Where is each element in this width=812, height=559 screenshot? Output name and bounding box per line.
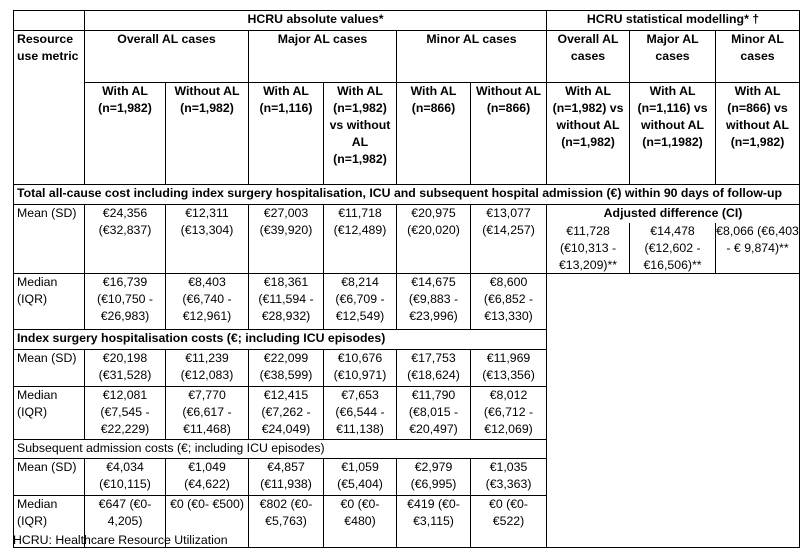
header-model-major: Major AL cases: [630, 31, 716, 83]
header-statistical-modelling: HCRU statistical modelling* †: [547, 11, 800, 31]
row-label-median: Median (IQR): [14, 387, 85, 440]
value-cell: €24,356 (€32,837): [85, 205, 166, 274]
header-absolute-values: HCRU absolute values*: [85, 11, 547, 31]
header-resource-metric: Resource use metric: [14, 31, 85, 185]
value-cell: €11,239 (€12,083): [166, 350, 249, 387]
subheader-cell: With AL (n=866) vs without AL (n=1,982): [716, 83, 800, 185]
value-cell: €11,969 (€13,356): [471, 350, 547, 387]
value-cell: €13,077 (€14,257): [471, 205, 547, 274]
value-cell: €8,403 (€6,740 - €12,961): [166, 274, 249, 330]
value-cell: €0 (€0- €500): [166, 496, 249, 548]
value-cell: €20,198 (€31,528): [85, 350, 166, 387]
value-cell: €14,675 (€9,883 - €23,996): [397, 274, 471, 330]
subheader-cell: Without AL (n=866): [471, 83, 547, 185]
value-cell: €2,979 (€6,995): [397, 459, 471, 496]
row-label-median: Median (IQR): [14, 274, 85, 330]
section-subsequent-admission: Subsequent admission costs (€; including ICU episodes): [14, 440, 547, 459]
subheader-cell: With AL (n=1,116): [249, 83, 324, 185]
value-cell: €12,081 (€7,545 - €22,229): [85, 387, 166, 440]
value-cell: €12,415 (€7,262 - €24,049): [249, 387, 324, 440]
row-label-median: Median (IQR): [14, 496, 85, 548]
value-cell: €22,099 (€38,599): [249, 350, 324, 387]
value-cell: €17,753 (€18,624): [397, 350, 471, 387]
value-cell: €11,718 (€12,489): [324, 205, 397, 274]
value-cell: €8,600 (€6,852 - €13,330): [471, 274, 547, 330]
subheader-cell: With AL (n=1,982): [85, 83, 166, 185]
row-label-mean: Mean (SD): [14, 350, 85, 387]
value-cell: €18,361 (€11,594 - €28,932): [249, 274, 324, 330]
value-cell: €4,857 (€11,938): [249, 459, 324, 496]
value-cell: €647 (€0- 4,205): [85, 496, 166, 548]
value-cell: €10,676 (€10,971): [324, 350, 397, 387]
row-label-mean: Mean (SD): [14, 459, 85, 496]
value-cell: €0 (€0- €522): [471, 496, 547, 548]
header-model-overall: Overall AL cases: [547, 31, 630, 83]
header-minor-al: Minor AL cases: [397, 31, 547, 83]
subheader-cell: With AL (n=1,982) vs without AL (n=1,982): [324, 83, 397, 185]
value-cell: €27,003 (€39,920): [249, 205, 324, 274]
adjusted-difference-label: Adjusted difference (CI): [603, 206, 743, 220]
adjusted-major: €14,478 (€12,602 - €16,506)**: [630, 223, 716, 273]
value-cell: €1,035 (€3,363): [471, 459, 547, 496]
value-cell: €7,770 (€6,617 - €11,468): [166, 387, 249, 440]
row-label-mean: Mean (SD): [14, 205, 85, 274]
footnote: HCRU: Healthcare Resource Utilization: [13, 533, 228, 547]
header-corner: [14, 11, 85, 31]
value-cell: €1,049 (€4,622): [166, 459, 249, 496]
adjusted-minor: €8,066 (€6,403 - € 9,874)**: [716, 224, 799, 255]
value-cell: €1,059 (€5,404): [324, 459, 397, 496]
value-cell: €0 (€0- €480): [324, 496, 397, 548]
subheader-cell: Without AL (n=1,982): [166, 83, 249, 185]
section-index-surgery: Index surgery hospitalisation costs (€; including ICU episodes): [14, 330, 547, 350]
hcru-cost-table: [13, 10, 800, 548]
value-cell: €7,653 (€6,544 - €11,138): [324, 387, 397, 440]
adjusted-overall: €11,728 (€10,313 - €13,209)**: [547, 223, 630, 273]
model-empty-area: [547, 274, 800, 548]
value-cell: €8,214 (€6,709 - €12,549): [324, 274, 397, 330]
adjusted-difference-block: [547, 205, 800, 274]
subheader-cell: With AL (n=1,116) vs without AL (n=1,1982): [630, 83, 716, 185]
value-cell: €12,311 (€13,304): [166, 205, 249, 274]
subheader-cell: With AL (n=866): [397, 83, 471, 185]
value-cell: €8,012 (€6,712 - €12,069): [471, 387, 547, 440]
header-overall-al: Overall AL cases: [85, 31, 249, 83]
value-cell: €20,975 (€20,020): [397, 205, 471, 274]
section-total-cost: Total all-cause cost including index surgery hospitalisation, ICU and subsequent hospital admission (€) within 90 days of follow-up: [14, 185, 800, 205]
value-cell: €11,790 (€8,015 - €20,497): [397, 387, 471, 440]
subheader-cell: With AL (n=1,982) vs without AL (n=1,982): [547, 83, 630, 185]
value-cell: €802 (€0- €5,763): [249, 496, 324, 548]
value-cell: €16,739 (€10,750 - €26,983): [85, 274, 166, 330]
value-cell: €419 (€0- €3,115): [397, 496, 471, 548]
header-model-minor: Minor AL cases: [716, 31, 800, 83]
value-cell: €4,034 (€10,115): [85, 459, 166, 496]
header-major-al: Major AL cases: [249, 31, 397, 83]
